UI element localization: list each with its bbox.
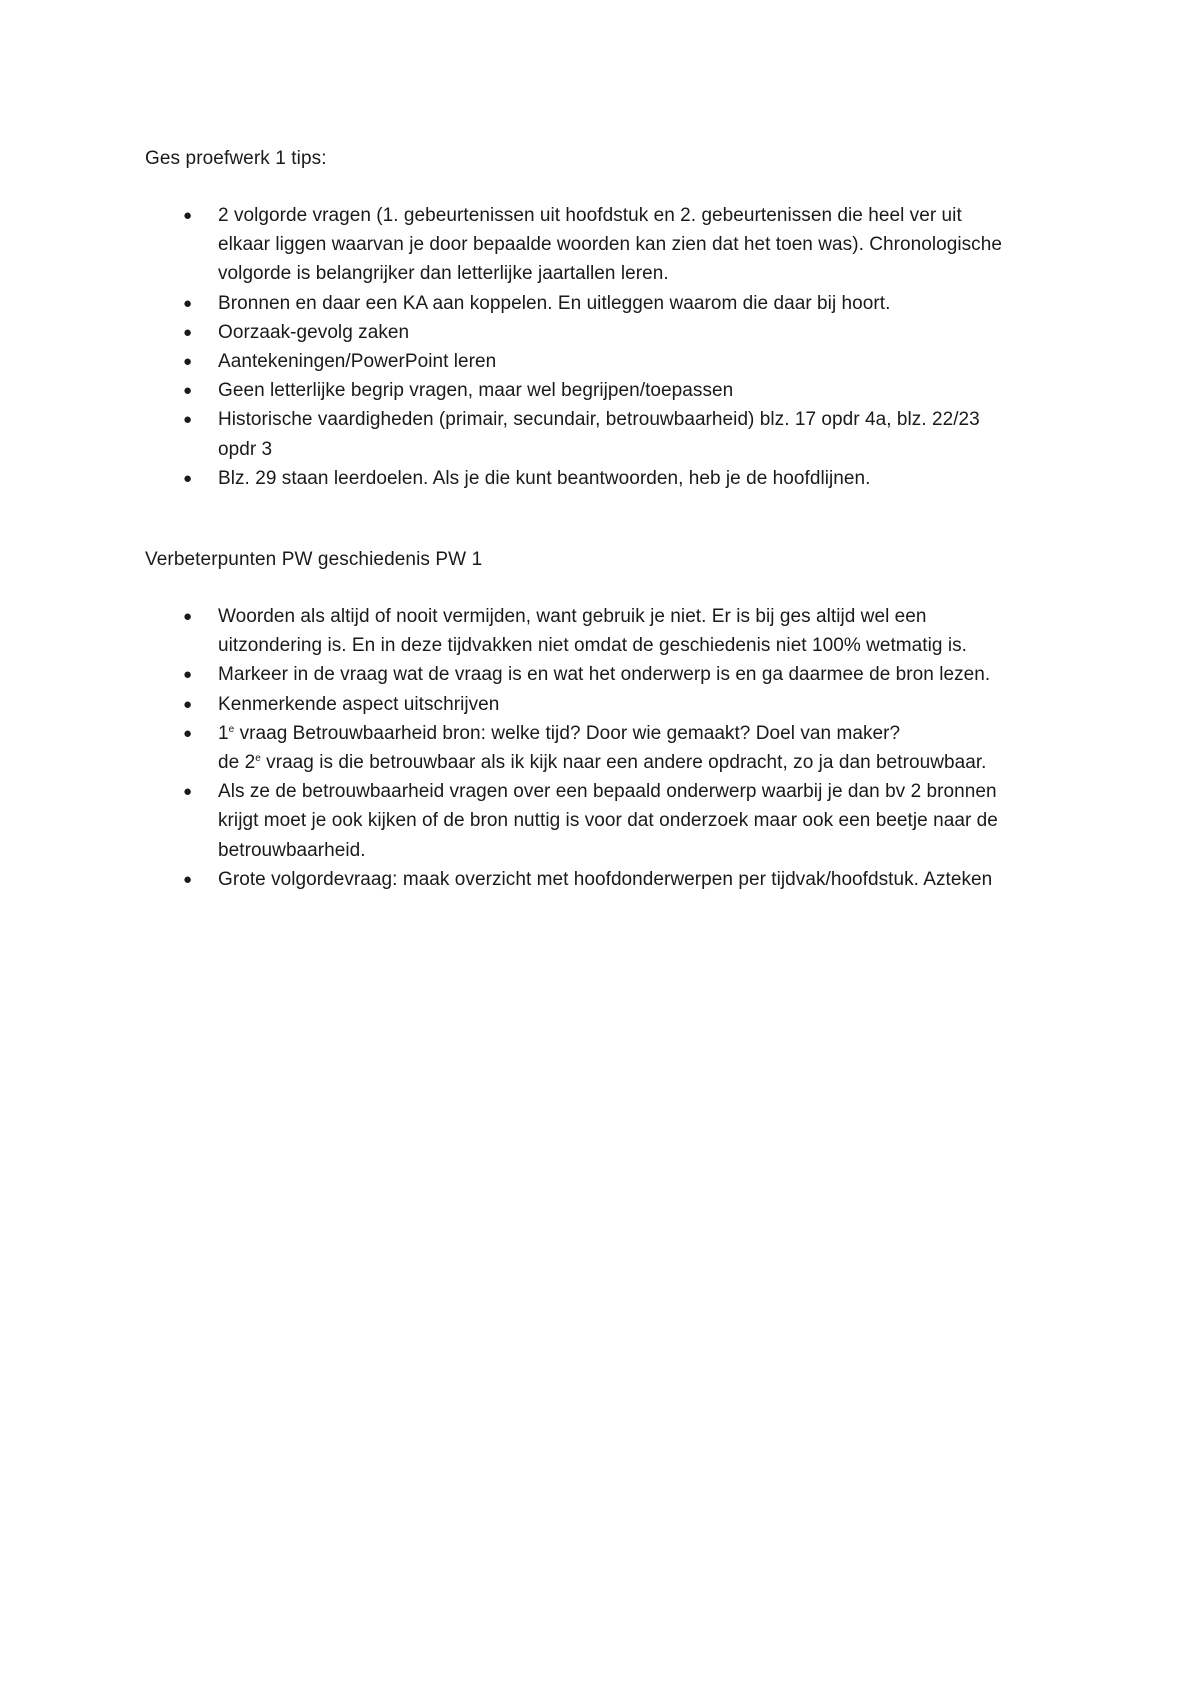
list-item [145,690,1075,719]
bullet-list [145,201,1075,493]
list-item [145,405,1075,463]
list-item-text: elkaar liggen waarvan je door bepaalde woorden kan zien dat het toen was). Chronologische [218,234,1002,256]
bullet-icon: ● [183,469,193,487]
list-item-text-rest: vraag is die betrouwbaar als ik kijk naar een andere opdracht, zo ja dan betrouwbaar. [260,752,987,774]
ordinal-suffix: e [255,753,261,765]
bullet-icon: ● [183,783,193,801]
section-title: Ges proefwerk 1 tips: [145,148,327,169]
list-item-text: Historische vaardigheden (primair, secundair, betrouwbaarheid) blz. 17 opdr 4a, blz. 22/23 [218,409,980,431]
list-item [145,660,1075,689]
bullet-icon: ● [183,724,193,742]
list-item [145,777,1075,865]
ordinal-suffix: e [228,723,235,735]
bullet-icon: ● [183,294,193,312]
list-item-text: uitzondering is. En in deze tijdvakken niet omdat de geschiedenis niet 100% wetmatig is. [218,635,967,657]
section-title: Verbeterpunten PW geschiedenis PW 1 [145,549,483,570]
list-item [145,719,1075,777]
list-item-text: volgorde is belangrijker dan letterlijke jaartallen leren. [218,263,669,285]
bullet-icon: ● [183,323,193,341]
bullet-icon: ● [183,353,193,371]
bullet-icon: ● [183,207,193,224]
section-proefwerk-tips [145,144,1075,493]
ordinal-number: 1 [218,722,229,744]
list-item-text: Markeer in de vraag wat de vraag is en wat het onderwerp is en ga daarmee de bron lezen. [218,664,991,686]
list-item-text: betrouwbaarheid. [218,839,366,861]
list-item-text: Bronnen en daar een KA aan koppelen. En uitleggen waarom die daar bij hoort. [218,292,891,314]
section-verbeterpunten [145,545,1075,894]
list-item-text: Kenmerkende aspect uitschrijven [218,693,500,715]
list-item [145,865,1075,894]
bullet-icon: ● [183,695,193,713]
list-item-text: Woorden als altijd of nooit vermijden, want gebruik je niet. Er is bij ges altijd wel een [218,606,927,627]
list-item-text: opdr 3 [218,438,273,460]
list-item [145,201,1075,289]
list-item-text: Grote volgordevraag: maak overzicht met hoofdonderwerpen per tijdvak/hoofdstuk. Azteken [218,868,993,890]
list-item [145,289,1075,318]
list-item-text: Blz. 29 staan leerdoelen. Als je die kunt beantwoorden, heb je de hoofdlijnen. [218,467,871,489]
list-item-text: Aantekeningen/PowerPoint leren [218,351,497,373]
list-item-text: krijgt moet je ook kijken of de bron nuttig is voor dat onderzoek maar ook een beetje naar de [218,810,998,832]
list-item-text: 2 volgorde vragen (1. gebeurtenissen uit hoofdstuk en 2. gebeurtenissen die heel ver uit [218,205,962,226]
list-item [145,347,1075,376]
list-item [145,602,1075,660]
list-item [145,376,1075,405]
list-item-text: Geen letterlijke begrip vragen, maar wel begrijpen/toepassen [218,380,734,402]
list-item-text: Oorzaak-gevolg zaken [218,321,410,343]
bullet-icon: ● [183,870,193,888]
list-item [145,464,1075,493]
list-item [145,318,1075,347]
list-item-text: Als ze de betrouwbaarheid vragen over een bepaald onderwerp waarbij je dan bv 2 bronnen [218,781,997,803]
bullet-icon: ● [183,608,193,625]
bullet-icon: ● [183,666,193,684]
bullet-list [145,602,1075,894]
bullet-icon: ● [183,411,193,429]
ordinal-number: de 2 [218,752,256,774]
list-item-text [218,748,1075,777]
list-item-text [218,719,1075,748]
bullet-icon: ● [183,382,193,400]
list-item-text-rest: vraag Betrouwbaarheid bron: welke tijd? Door wie gemaakt? Doel van maker? [234,722,901,744]
